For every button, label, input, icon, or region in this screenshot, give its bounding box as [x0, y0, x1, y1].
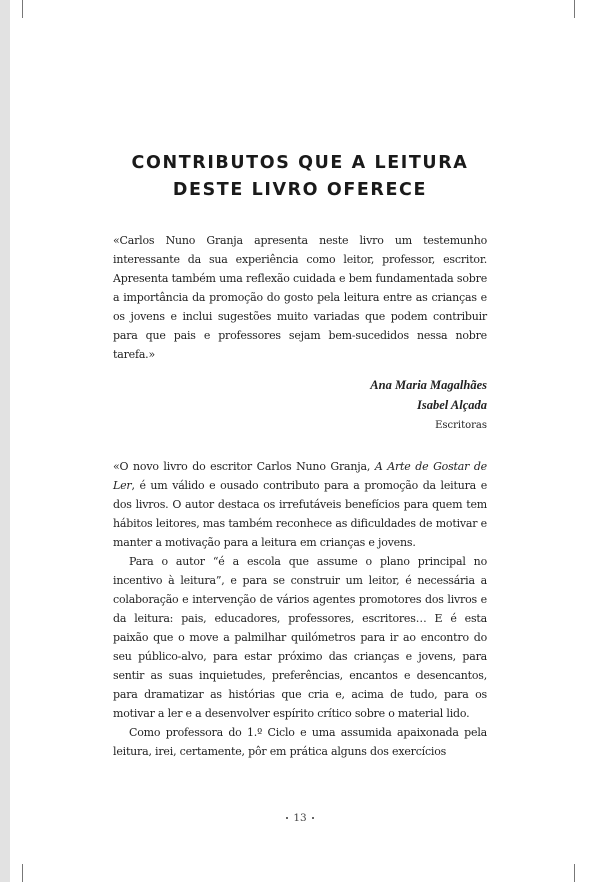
signature-name-1: Ana Maria Magalhães	[370, 378, 487, 392]
testimonial-quote-2	[113, 457, 487, 761]
testimonial-quote-1	[113, 231, 487, 364]
quote-1-paragraph: «Carlos Nuno Granja apresenta neste livro um testemunho interessante da sua experiência como leitor, professor, escritor. Apresenta também uma reflexão cuidada e bem fundamentada sobre a importância da promoção do gosto pela leitura entre as crianças e os jovens e inclui sugestões muito variadas que podem contribuir para que pais e professores sejam bem-sucedidos nessa nobre tarefa.»	[113, 234, 487, 361]
book-title: A Arte de Gostar de Ler	[113, 460, 487, 492]
signature-role: Escritoras	[435, 420, 487, 431]
crop-mark-bottom-left	[22, 864, 23, 882]
page-number	[0, 812, 600, 824]
quote-2-paragraph-3: Como professora do 1.º Ciclo e uma assumida apaixonada pela leitura, irei, certamente, pôr em prática alguns dos exercícios	[113, 726, 487, 758]
quote-2-paragraph-2: Para o autor “é a escola que assume o plano principal no incentivo à leitura”, e para se construir um leitor, é necessária a colaboração e intervenção de vários agentes promotores dos livros e da leitura: pais, educadores, professores, escritores… E é esta paixão que o move a palmilhar quilómetros para ir ao encontro do seu público-alvo, para estar próximo das crianças e jovens, para sentir as suas inquietudes, preferências, encantos e desencantos, para dramatizar as histórias que cria e, acima de tudo, para os motivar a ler e a desenvolver espírito crítico sobre o material lido.	[113, 555, 487, 720]
chapter-heading	[60, 150, 540, 204]
page-number-value: 13	[293, 812, 307, 824]
crop-mark-top-right	[574, 0, 575, 18]
quote-2-paragraph-1	[113, 457, 487, 552]
heading-line-1: CONTRIBUTOS QUE A LEITURA	[131, 153, 469, 173]
page-spine	[0, 0, 10, 882]
quote-2-continuation: , é um válido e ousado contributo para a promoção da leitura e dos livros. O autor destaca os irrefutáveis benefícios para quem tem hábitos leitores, mas também reconhece as dificuldades de motivar e manter a motivação para a leitura em crianças e jovens.	[113, 479, 487, 549]
heading-line-2: DESTE LIVRO OFERECE	[172, 180, 428, 200]
quote-2-intro: «O novo livro do escritor Carlos Nuno Granja,	[113, 460, 375, 473]
bullet-right-icon	[312, 817, 314, 819]
bullet-left-icon	[286, 817, 288, 819]
crop-mark-bottom-right	[574, 864, 575, 882]
crop-mark-top-left	[22, 0, 23, 18]
signature-name-2: Isabel Alçada	[416, 398, 487, 412]
